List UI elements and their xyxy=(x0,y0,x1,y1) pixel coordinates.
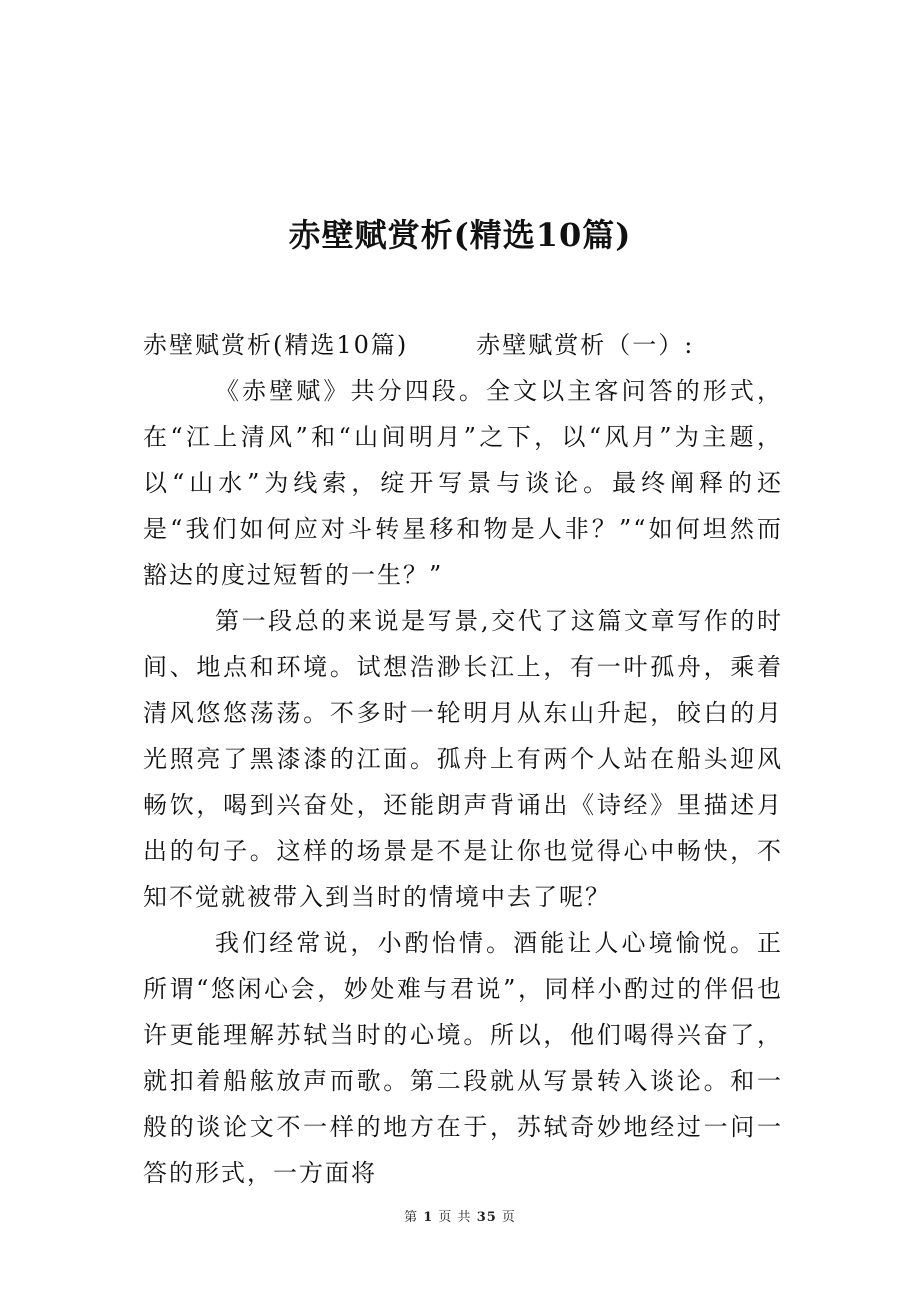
paragraph-1: 《赤壁赋》共分四段。全文以主客问答的形式，在“江上清风”和“山间明月”之下，以“风月”为主题，以“山水”为线索，绽开写景与谈论。最终阐释的还是“我们如何应对斗转星移和物是人非？”“如何坦然而豁达的度过短暂的一生？” xyxy=(143,377,783,589)
footer-total-pages: 35 xyxy=(476,1210,497,1225)
footer-middle: 页 共 xyxy=(438,1210,472,1225)
paragraph-2: 第一段总的来说是写景,交代了这篇文章写作的时间、地点和环境。试想浩渺长江上，有一叶孤舟，乘着清风悠悠荡荡。不多时一轮明月从东山升起，皎白的月光照亮了黑漆漆的江面。孤舟上有两个人站在船头迎风畅饮，喝到兴奋处，还能朗声背诵出《诗经》里描述月出的句子。这样的场景是不是让你也觉得心中畅快，不知不觉就被带入到当时的情境中去了呢？ xyxy=(143,607,783,911)
document-title: 赤壁赋赏析(精选10篇) xyxy=(288,216,632,255)
page-footer xyxy=(0,1208,920,1228)
footer-prefix: 第 xyxy=(404,1210,419,1225)
footer-suffix: 页 xyxy=(501,1210,516,1225)
intro-left-text: 赤壁赋赏析(精选10篇) xyxy=(143,331,409,359)
intro-line xyxy=(143,322,783,368)
footer-page-number: 1 xyxy=(423,1210,434,1225)
document-body xyxy=(143,322,783,1196)
intro-right-text: 赤壁赋赏析（一）: xyxy=(476,331,695,359)
paragraph-3: 我们经常说，小酌怡情。酒能让人心境愉悦。正所谓“悠闲心会，妙处难与君说”，同样小酌过的伴侣也许更能理解苏轼当时的心境。所以，他们喝得兴奋了，就扣着船舷放声而歌。第二段就从写景转入谈论。和一般的谈论文不一样的地方在于，苏轼奇妙地经过一问一答的形式，一方面将 xyxy=(143,929,783,1187)
